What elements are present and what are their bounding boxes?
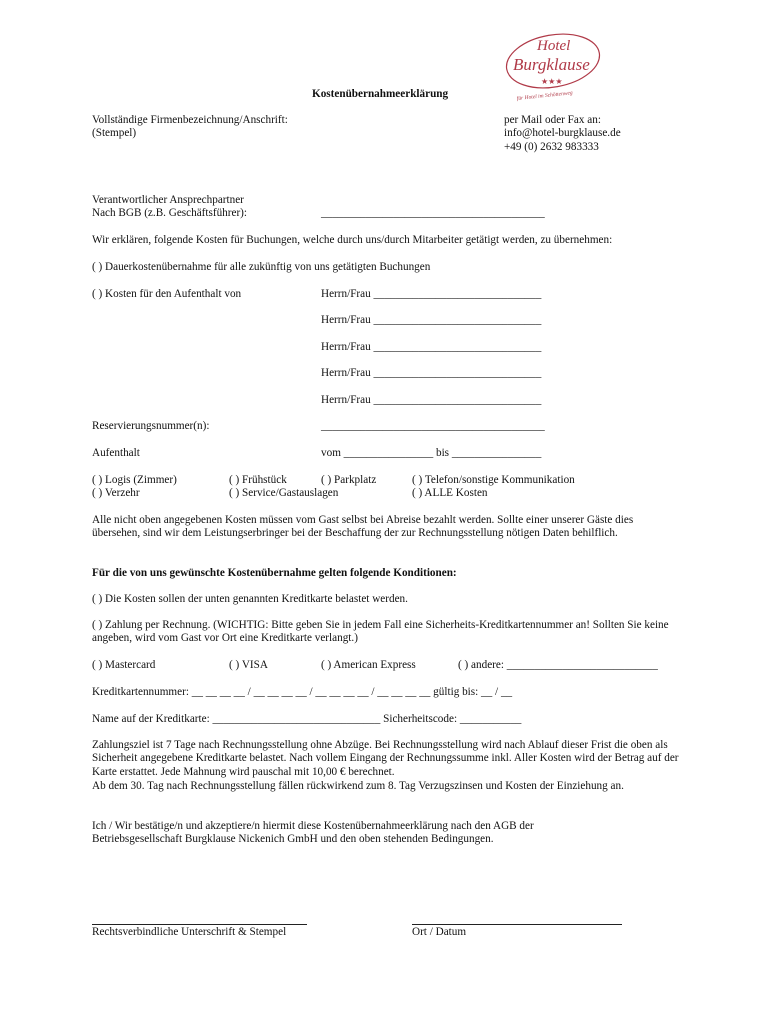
- option-card-charge[interactable]: ( ) Die Kosten sollen der unten genannten Kreditkarte belastet werden.: [92, 593, 408, 605]
- guest-field[interactable]: Herrn/Frau ______________________________: [321, 288, 542, 300]
- card-visa[interactable]: ( ) VISA: [229, 659, 268, 671]
- card-other[interactable]: ( ) andere: ___________________________: [458, 659, 658, 671]
- card-number-field[interactable]: Kreditkartennummer: __ __ __ __ / __ __ __ __ / __ __ __ __ / __ __ __ __ gültig bis: __ / __: [92, 686, 513, 698]
- place-date-label: Ort / Datum: [412, 926, 467, 938]
- option-stay[interactable]: ( ) Kosten für den Aufenthalt von: [92, 288, 242, 300]
- stay-label: Aufenthalt: [92, 447, 140, 459]
- payment-terms: Zahlungsziel ist 7 Tage nach Rechnungsstellung ohne Abzüge. Bei Rechnungsstellung wird nach Ablauf dieser Frist die oben als Sicherheit angegebene Kreditkarte belastet. Nach vollem Eingang der Rechnungssumme inkl. Aller Kosten wird der Betrag auf der Karte erstattet. Jede Mahnung wird pauschal mit 10,00 € berechnet.: [92, 739, 679, 778]
- guest-field[interactable]: Herrn/Frau ______________________________: [321, 314, 542, 326]
- contact-phone: +49 (0) 2632 983333: [504, 141, 599, 153]
- option-alle[interactable]: ( ) ALLE Kosten: [412, 487, 488, 499]
- conditions-heading: Für die von uns gewünschte Kostenübernahme gelten folgende Konditionen:: [92, 567, 457, 579]
- option-parkplatz[interactable]: ( ) Parkplatz: [321, 474, 377, 486]
- signature-label: Rechtsverbindliche Unterschrift & Stempel: [92, 926, 287, 938]
- card-mastercard[interactable]: ( ) Mastercard: [92, 659, 156, 671]
- guest-field[interactable]: Herrn/Frau ______________________________: [321, 394, 542, 406]
- responsible-field[interactable]: ________________________________________: [321, 207, 545, 219]
- logo-stars: ★★★: [541, 77, 563, 86]
- reservation-field[interactable]: ________________________________________: [321, 420, 545, 432]
- logo-tagline: für Hotel im Schöttenweg: [516, 90, 573, 102]
- contact-line: per Mail oder Fax an:: [504, 114, 601, 126]
- option-fruehstueck[interactable]: ( ) Frühstück: [229, 474, 287, 486]
- responsible-label-2: Nach BGB (z.B. Geschäftsführer):: [92, 207, 248, 219]
- option-invoice[interactable]: ( ) Zahlung per Rechnung. (WICHTIG: Bitte geben Sie in jedem Fall eine Sicherheits-Kreditkartennummer an! Sollten Sie keine angeben, wird vom Gast vor Ort eine Kreditkarte verlangt.): [92, 619, 669, 645]
- signature-line[interactable]: [92, 924, 307, 925]
- responsible-label-1: Verantwortlicher Ansprechpartner: [92, 194, 244, 206]
- page-title: Kostenübernahmeerklärung: [312, 88, 449, 100]
- logo-text-name: Burgklause: [513, 55, 590, 74]
- reservation-label: Reservierungsnummer(n):: [92, 420, 210, 432]
- guest-field[interactable]: Herrn/Frau ______________________________: [321, 367, 542, 379]
- company-sublabel: (Stempel): [92, 127, 137, 139]
- hotel-logo: [503, 28, 605, 106]
- interest-terms: Ab dem 30. Tag nach Rechnungsstellung fällen rückwirkend zum 8. Tag Verzugszinsen und Kosten der Einziehung an.: [92, 780, 624, 792]
- option-permanent[interactable]: ( ) Dauerkostenübernahme für alle zukünftig von uns getätigten Buchungen: [92, 261, 431, 273]
- stay-dates-field[interactable]: vom ________________ bis ________________: [321, 447, 542, 459]
- card-name-field[interactable]: Name auf der Kreditkarte: ______________________________ Sicherheitscode: ___________: [92, 713, 522, 725]
- logo-text-hotel: Hotel: [537, 38, 571, 54]
- company-label: Vollständige Firmenbezeichnung/Anschrift:: [92, 114, 288, 126]
- option-telefon[interactable]: ( ) Telefon/sonstige Kommunikation: [412, 474, 575, 486]
- declaration-text: Wir erklären, folgende Kosten für Buchungen, welche durch uns/durch Mitarbeiter getätigt werden, zu übernehmen:: [92, 234, 613, 246]
- guest-field[interactable]: Herrn/Frau ______________________________: [321, 341, 542, 353]
- confirmation-text: Ich / Wir bestätige/n und akzeptiere/n hiermit diese Kostenübernahmeerklärung nach den AGB der Betriebsgesellschaft Burgklause Nickenich GmbH und den oben stehenden Bedingungen.: [92, 820, 534, 846]
- option-logis[interactable]: ( ) Logis (Zimmer): [92, 474, 177, 486]
- option-service[interactable]: ( ) Service/Gastauslagen: [229, 487, 339, 499]
- notice-text: Alle nicht oben angegebenen Kosten müssen vom Gast selbst bei Abreise bezahlt werden. Sollte einer unserer Gäste dies übersehen, sind wir dem Leistungserbringer bei der Beschaffung der zur Rechnungsstellung nötigen Daten behilflich.: [92, 514, 634, 540]
- option-verzehr[interactable]: ( ) Verzehr: [92, 487, 140, 499]
- place-date-line[interactable]: [412, 924, 622, 925]
- contact-email: info@hotel-burgklause.de: [504, 127, 621, 139]
- card-amex[interactable]: ( ) American Express: [321, 659, 416, 671]
